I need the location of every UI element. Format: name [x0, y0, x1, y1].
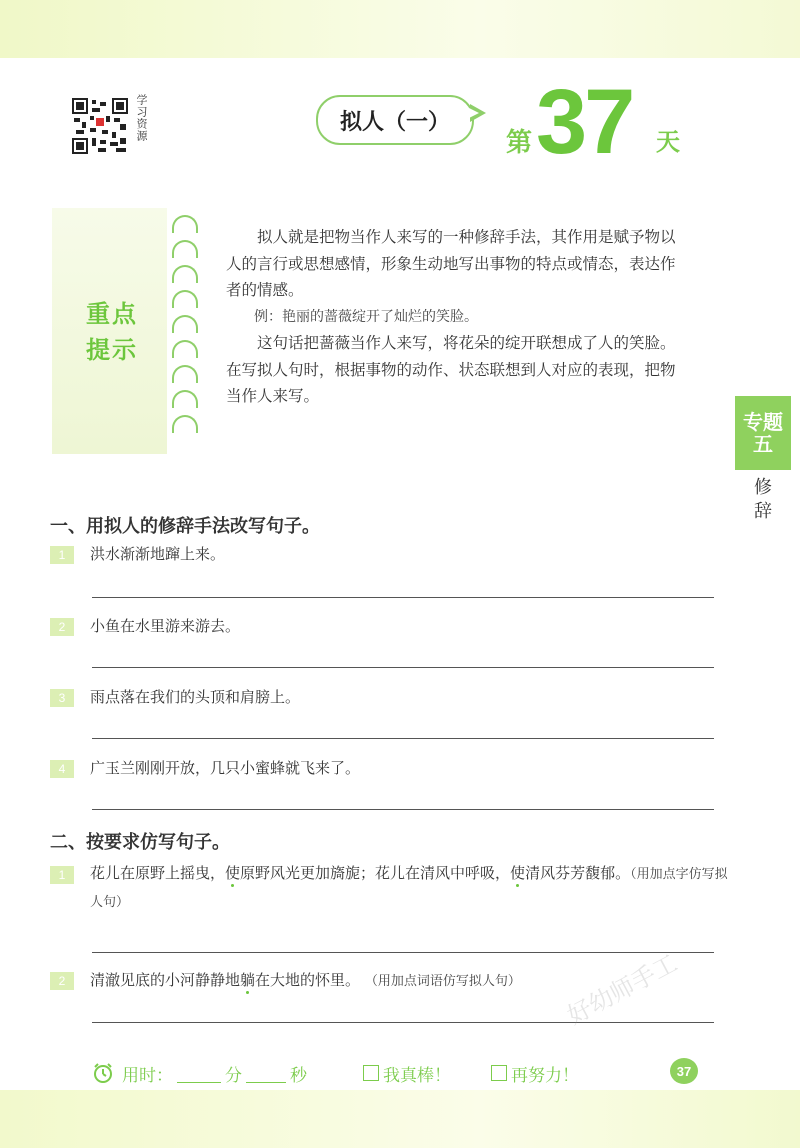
- seconds-blank[interactable]: [246, 1064, 286, 1083]
- question-text: 小鱼在水里游来游去。: [90, 617, 241, 635]
- binder-ring: [172, 240, 198, 258]
- question-text: 洪水渐渐地蹿上来。: [90, 545, 226, 563]
- binder-ring: [172, 315, 198, 333]
- question-text: 雨点落在我们的头顶和肩膀上。: [90, 688, 301, 706]
- answer-line[interactable]: [92, 597, 714, 598]
- tip-paragraph-2: 这句话把蔷薇当作人来写，将花朵的绽开联想成了人的笑脸。在写拟人句时，根据事物的动作、状态联想到人对应的表现，把物当作人来写。: [226, 334, 676, 405]
- dotted-char: 躺: [240, 971, 256, 989]
- tip-label: 重点提示: [86, 299, 138, 364]
- answer-line[interactable]: [92, 809, 714, 810]
- answer-line[interactable]: [92, 1022, 714, 1023]
- question-number: 3: [50, 689, 74, 707]
- question-note: （用加点词语仿写拟人句）: [364, 974, 521, 989]
- qr-label: 学习资源: [135, 94, 148, 142]
- section-2-title: 二、按要求仿写句子。: [50, 832, 230, 853]
- question-text-part: 清澈见底的小河静静地: [90, 971, 241, 989]
- dotted-char: 使: [510, 864, 526, 882]
- alarm-clock-icon: [92, 1062, 114, 1084]
- topic-tab: [735, 396, 791, 470]
- question-text-part: 在大地的怀里。: [255, 971, 361, 989]
- question-number: 2: [50, 618, 74, 636]
- answer-line[interactable]: [92, 952, 714, 953]
- great-label: 我真棒！: [383, 1065, 451, 1086]
- question-text-part: 原野风光更加旖旎；花儿在清风中呼吸，: [240, 864, 511, 882]
- tip-content: [226, 224, 676, 410]
- dotted-char: 使: [225, 864, 241, 882]
- second-unit: 秒: [290, 1065, 307, 1086]
- binder-ring: [172, 415, 198, 433]
- question-note: （用加点字仿写拟人句）: [90, 867, 728, 910]
- bubble-tail-inner: [469, 108, 479, 118]
- topic-tab-line2: 五: [753, 432, 773, 456]
- question-number: 2: [50, 972, 74, 990]
- section-1-title: 一、用拟人的修辞手法改写句子。: [50, 516, 320, 537]
- try-harder-checkbox[interactable]: [491, 1065, 507, 1081]
- binder-ring: [172, 390, 198, 408]
- minutes-blank[interactable]: [177, 1064, 221, 1083]
- qr-code-icon[interactable]: [72, 98, 128, 154]
- day-prefix: 第: [506, 128, 533, 158]
- question-number: 4: [50, 760, 74, 778]
- question-text-part: 清风芬芳馥郁。: [525, 864, 631, 882]
- question-text: 广玉兰刚刚开放，几只小蜜蜂就飞来了。: [90, 759, 361, 777]
- question-text-part: 花儿在原野上摇曳，: [90, 864, 226, 882]
- day-suffix: 天: [656, 127, 680, 156]
- binder-ring: [172, 215, 198, 233]
- question-text: [90, 967, 521, 995]
- try-harder-label: 再努力！: [511, 1065, 579, 1086]
- topic-tab-line1: 专题: [743, 410, 783, 434]
- great-checkbox[interactable]: [363, 1065, 379, 1081]
- question-text: [90, 860, 730, 916]
- top-band: [0, 0, 800, 58]
- bottom-band: [0, 1090, 800, 1148]
- binder-ring: [172, 340, 198, 358]
- time-footer: [92, 1058, 579, 1088]
- binder-ring: [172, 365, 198, 383]
- time-label: 用时：: [122, 1065, 173, 1086]
- topic-subtitle: 修辞: [754, 477, 772, 522]
- answer-line[interactable]: [92, 667, 714, 668]
- binder-ring: [172, 290, 198, 308]
- question-number: 1: [50, 866, 74, 884]
- watermark: 好幼师手工: [562, 948, 682, 1031]
- page-number: 37: [670, 1058, 698, 1084]
- question-number: 1: [50, 546, 74, 564]
- tip-example: 例：艳丽的蔷薇绽开了灿烂的笑脸。: [254, 308, 478, 325]
- day-number: 37: [536, 71, 633, 173]
- binder-ring: [172, 265, 198, 283]
- tip-paragraph-1: 拟人就是把物当作人来写的一种修辞手法，其作用是赋予物以人的言行或思想感情，形象生动地写出事物的特点或情态，表达作者的情感。: [226, 228, 676, 299]
- answer-line[interactable]: [92, 738, 714, 739]
- minute-unit: 分: [225, 1065, 242, 1086]
- lesson-title: 拟人（一）: [316, 95, 474, 145]
